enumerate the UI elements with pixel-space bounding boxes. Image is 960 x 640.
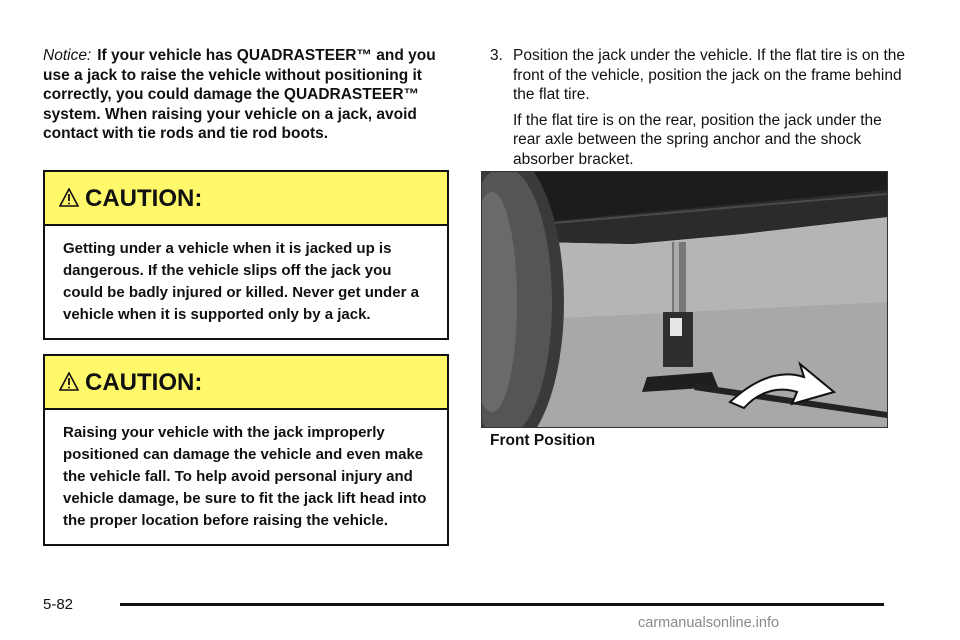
notice-label: Notice: — [43, 47, 92, 64]
notice-paragraph — [43, 46, 448, 144]
instructions-column — [490, 46, 910, 169]
caution-text: Raising your vehicle with the jack improperly positioned can damage the vehicle and even make the vehicle fall. To help avoid personal injury and vehicle damage, be sure to fit the jack lift head into the proper location before raising the vehicle. — [63, 424, 427, 529]
warning-triangle-icon — [59, 372, 79, 391]
step-3-followup: If the flat tire is on the rear, position the jack under the rear axle between the spring anchor and the shock absorber bracket. — [513, 111, 882, 168]
jack-photo-illustration — [482, 172, 887, 427]
notice-text: If your vehicle has QUADRASTEER™ and you use a jack to raise the vehicle without positioning it correctly, you could damage the QUADRASTEER™ system. When raising your vehicle on a jack, avoid contact with tie rods and tie rod boots. — [43, 47, 436, 142]
caution-text: Getting under a vehicle when it is jacked up is dangerous. If the vehicle slips off the jack you could be badly injured or killed. Never get under a vehicle when it is supported only by a jack. — [63, 240, 419, 323]
caution-header — [45, 356, 447, 410]
caution-title: CAUTION: — [85, 185, 203, 212]
jack-front-position-photo — [481, 171, 888, 428]
warning-triangle-icon — [59, 188, 79, 207]
figure-caption: Front Position — [490, 432, 596, 449]
page-number: 5-82 — [43, 596, 74, 613]
caution-header — [45, 172, 447, 226]
caution-box-jacked-vehicle — [43, 170, 449, 340]
caution-box-jack-position — [43, 354, 449, 546]
watermark: carmanualsonline.info — [638, 615, 780, 631]
footer-rule — [120, 603, 884, 606]
caution-title: CAUTION: — [85, 369, 203, 396]
step-text: Position the jack under the vehicle. If the flat tire is on the front of the vehicle, position the jack on the frame behind the flat tire. — [513, 47, 906, 103]
step-number: 3. — [490, 47, 503, 64]
step-3 — [490, 46, 910, 105]
